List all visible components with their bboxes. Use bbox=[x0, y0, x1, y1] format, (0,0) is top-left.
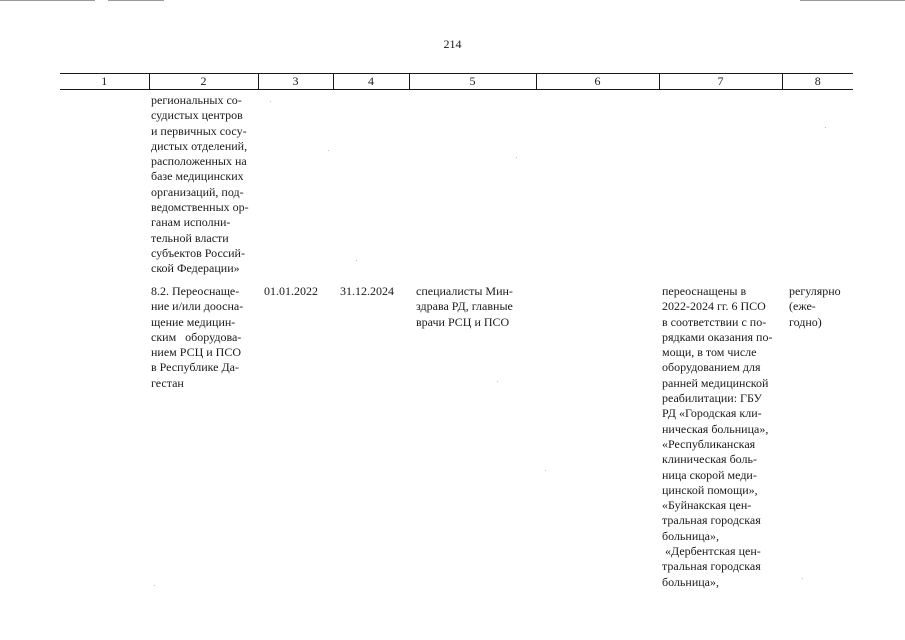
text-line: «Дербентская цен- bbox=[662, 544, 761, 559]
text-line: в Республике Да- bbox=[151, 360, 239, 375]
scan-speck bbox=[802, 578, 803, 579]
column-number: 5 bbox=[409, 74, 536, 90]
column-number: 6 bbox=[536, 74, 659, 90]
text-line: больница», bbox=[662, 528, 719, 543]
text-line: врачи РСЦ и ПСО bbox=[416, 314, 510, 329]
text-line: мощи, в том числе bbox=[662, 345, 757, 360]
scan-speck bbox=[497, 381, 498, 382]
text-line: регулярно bbox=[789, 284, 841, 298]
column-number: 8 bbox=[782, 74, 853, 90]
text-line: (еже- bbox=[789, 299, 816, 314]
text-line: расположенных на bbox=[151, 154, 247, 169]
column-number: 7 bbox=[659, 74, 782, 90]
text-line: 8.2. Переоснаще- bbox=[151, 284, 240, 298]
text-line: 2022-2024 гг. 6 ПСО bbox=[662, 299, 766, 314]
text-line: щение медицин- bbox=[151, 314, 236, 329]
activity-8-2-title bbox=[151, 284, 243, 391]
text-line: субъектов Россий- bbox=[151, 245, 245, 260]
continued-activity-text bbox=[151, 93, 249, 277]
text-line: тральная городская bbox=[662, 513, 761, 528]
text-line: ница скорой меди- bbox=[662, 467, 757, 482]
text-line: клиническая боль- bbox=[662, 452, 757, 467]
text-line: реабилитации: ГБУ bbox=[662, 391, 762, 406]
text-line: переоснащены в bbox=[662, 284, 747, 298]
column-number: 3 bbox=[258, 74, 333, 90]
text-line: судистых центров bbox=[151, 108, 243, 123]
activity-8-2-result bbox=[662, 284, 772, 590]
text-line: ведомственных ор- bbox=[151, 200, 249, 215]
text-line: и первичных сосу- bbox=[151, 123, 247, 138]
column-number-header bbox=[60, 73, 853, 90]
text-line: ническая больница», bbox=[662, 421, 769, 436]
scan-speck bbox=[356, 260, 357, 261]
text-line: РД «Городская кли- bbox=[662, 406, 762, 421]
column-number: 4 bbox=[333, 74, 409, 90]
text-line: годно) bbox=[789, 314, 822, 329]
scan-speck bbox=[154, 585, 155, 586]
text-line: гестан bbox=[151, 375, 184, 390]
text-line: «Республиканская bbox=[662, 436, 756, 451]
text-line: нием РСЦ и ПСО bbox=[151, 345, 242, 360]
activity-8-2-frequency bbox=[789, 284, 841, 330]
activity-8-2-responsible bbox=[416, 284, 513, 330]
column-number: 1 bbox=[60, 74, 149, 90]
scan-edge-line bbox=[108, 0, 164, 1]
text-line: ние и/или доосна- bbox=[151, 299, 244, 314]
scan-speck bbox=[545, 470, 546, 471]
text-line: рядками оказания по- bbox=[662, 329, 773, 344]
text-line: цинской помощи», bbox=[662, 482, 758, 497]
text-line: ским оборудова- bbox=[151, 329, 242, 344]
scan-speck bbox=[516, 157, 517, 158]
text-line: организаций, под- bbox=[151, 184, 244, 199]
scan-edge-line bbox=[0, 0, 95, 1]
text-line: больница», bbox=[662, 574, 719, 589]
text-line: ранней медицинской bbox=[662, 375, 769, 390]
scan-edge-line bbox=[800, 0, 905, 1]
text-line: ганам исполни- bbox=[151, 215, 231, 230]
text-line: ской Федерации» bbox=[151, 261, 240, 276]
text-line: в соответствии с по- bbox=[662, 314, 767, 329]
scan-speck bbox=[328, 150, 329, 151]
activity-8-2-start-date: 01.01.2022 bbox=[264, 284, 318, 298]
text-line: оборудованием для bbox=[662, 360, 761, 375]
text-line: базе медицинских bbox=[151, 169, 244, 184]
text-line: региональных со- bbox=[151, 93, 242, 107]
text-line: «Буйнакская цен- bbox=[662, 498, 752, 513]
page-number: 214 bbox=[443, 37, 462, 51]
scan-speck bbox=[825, 127, 826, 128]
scan-speck bbox=[270, 101, 271, 102]
text-line: тральная городская bbox=[662, 559, 761, 574]
text-line: специалисты Мин- bbox=[416, 284, 513, 298]
text-line: здрава РД, главные bbox=[416, 299, 513, 314]
activity-8-2-end-date: 31.12.2024 bbox=[340, 284, 394, 298]
text-line: тельной власти bbox=[151, 230, 229, 245]
text-line: дистых отделений, bbox=[151, 138, 248, 153]
column-number: 2 bbox=[149, 74, 258, 90]
